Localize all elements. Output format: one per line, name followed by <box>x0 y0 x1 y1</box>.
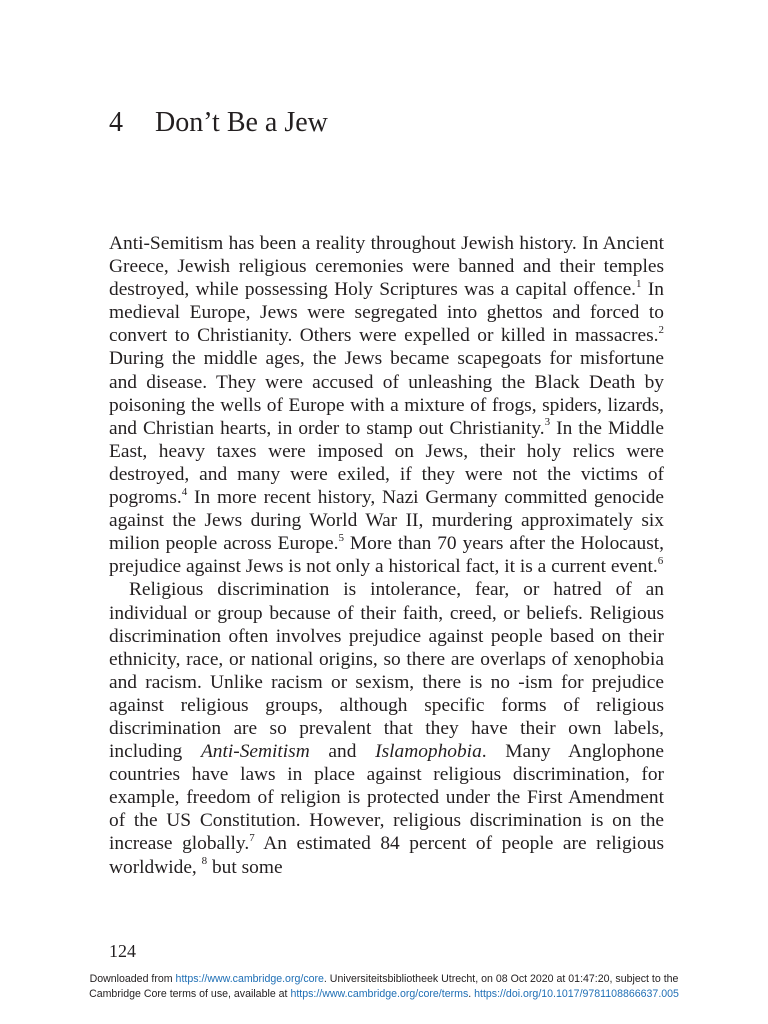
terms-link[interactable]: https://www.cambridge.org/core/terms <box>290 988 469 1000</box>
footnote-ref-5[interactable]: 5 <box>338 531 344 544</box>
paragraph-text: An estimated 84 percent of people are religious worldwide, <box>109 833 664 878</box>
paragraph-text: Anti-Semitism has been a reality throughout Jewish history. In Ancient Greece, Jewish religious ceremonies were banned and their temples destroyed, while possessing Holy Scriptures was a capital offence. <box>109 233 664 301</box>
paragraph-text: In the Middle East, heavy taxes were imposed on Jews, their holy relics were destroyed, and many were exiled, if they were not the victims of pogroms. <box>109 417 664 509</box>
footer-text: Cambridge Core terms of use, available at <box>89 988 291 1000</box>
paragraph-text: In more recent history, Nazi Germany committed genocide against the Jews during World War II, murdering approximately six milion people across Europe. <box>109 487 664 555</box>
footnote-ref-7[interactable]: 7 <box>249 831 255 844</box>
paragraph-text: Religious discrimination is intolerance, fear, or hatred of an individual or group because of their faith, creed, or beliefs. Religious discrimination often involves prejudice against people based on their ethnicity, race, or national origins, so there are overlaps of xenophobia and racism. Unlike racism or sexism, there is no -ism for prejudice against religious groups, although specific forms of religious discrimination are so prevalent that they have their own labels, including <box>109 579 664 763</box>
paragraph-text: In medieval Europe, Jews were segregated into ghettos and forced to convert to Christianity. Others were expelled or killed in massacres. <box>109 279 664 347</box>
body-text <box>109 232 664 879</box>
footnote-ref-6[interactable]: 6 <box>657 554 664 567</box>
cambridge-core-link[interactable]: https://www.cambridge.org/core <box>175 973 324 985</box>
footer-line-2 <box>0 987 768 1002</box>
emphasis-term: Anti-Semitism <box>200 741 310 763</box>
paragraph-text: . Many Anglophone countries have laws in place against religious discrimination, for example, freedom of religion is protected under the First Amendment of the US Constitution. However, religious discrimination is on the increase globally. <box>109 741 665 855</box>
footer-line-1 <box>0 972 768 987</box>
footer-text: Downloaded from <box>89 973 176 985</box>
download-footer <box>0 972 768 1002</box>
chapter-heading <box>109 104 328 142</box>
footnote-ref-4[interactable]: 4 <box>181 485 188 498</box>
footnote-ref-2[interactable]: 2 <box>658 323 664 336</box>
chapter-number: 4 <box>109 107 123 138</box>
paragraph-text: More than 70 years after the Holocaust, prejudice against Jews is not only a historical fact, it is a current event. <box>109 533 665 578</box>
footnote-ref-1[interactable]: 1 <box>636 277 642 290</box>
paragraph-2 <box>109 578 664 878</box>
footnote-ref-3[interactable]: 3 <box>544 416 551 429</box>
paragraph-text: but some <box>207 856 283 878</box>
paragraph-1 <box>109 232 664 578</box>
paragraph-text: During the middle ages, the Jews became scapegoats for misfortune and disease. They were accused of unleashing the Black Death by poisoning the wells of Europe with a mixture of frogs, spiders, lizards, and Christian hearts, in order to stamp out Christianity. <box>109 348 664 439</box>
page-number: 124 <box>109 941 136 961</box>
footer-text: . Universiteitsbibliotheek Utrecht, on 08 Oct 2020 at 01:47:20, subject to the <box>323 973 679 985</box>
emphasis-term: Islamophobia <box>375 741 482 763</box>
doi-link[interactable]: https://doi.org/10.1017/9781108866637.005 <box>474 988 679 1000</box>
footer-text: . <box>468 988 475 1000</box>
chapter-title: Don’t Be a Jew <box>155 107 328 138</box>
paragraph-text: and <box>309 741 376 763</box>
footnote-ref-8[interactable]: 8 <box>201 855 208 868</box>
